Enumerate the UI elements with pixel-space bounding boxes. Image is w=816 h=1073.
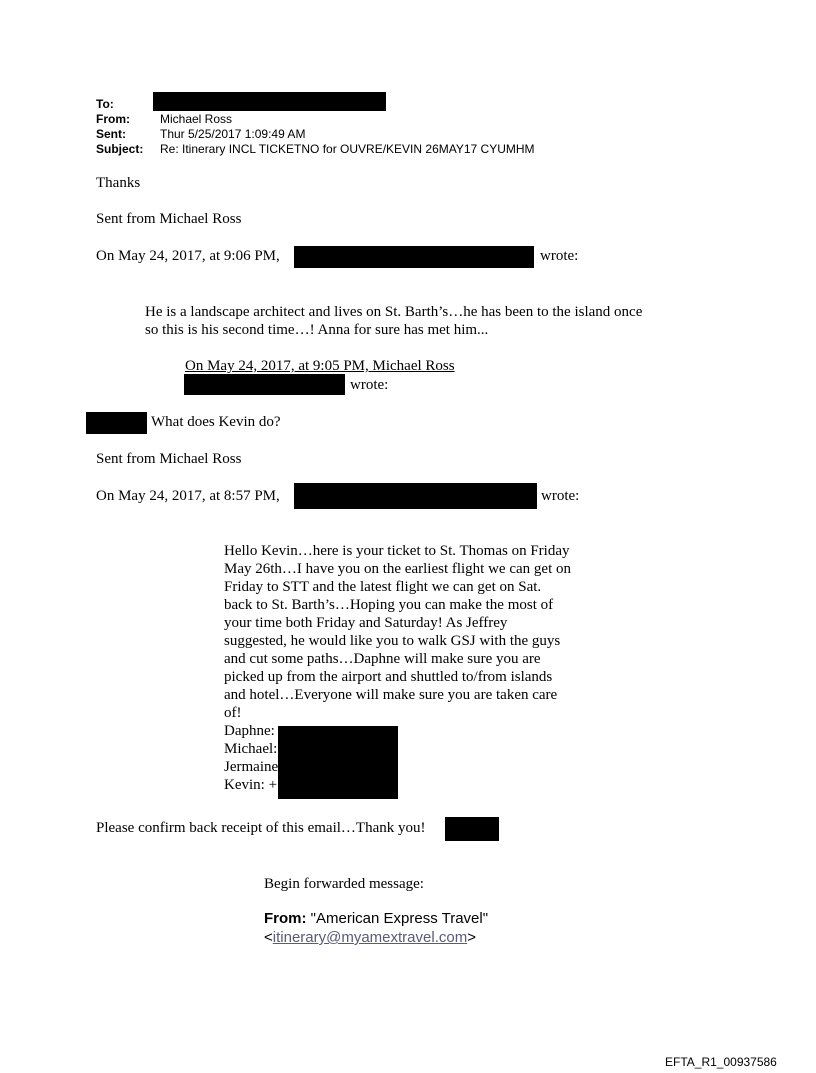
forwarded-email-link[interactable]: itinerary@myamextravel.com bbox=[272, 929, 468, 946]
message-line: back to St. Barth’s…Hoping you can make the most of bbox=[224, 597, 554, 613]
thanks-text: Thanks bbox=[96, 175, 141, 191]
contact-michael: Michael: bbox=[224, 741, 278, 757]
subject-label: Subject: bbox=[96, 142, 144, 156]
signature-1: Sent from Michael Ross bbox=[96, 211, 242, 227]
message-line: and cut some paths…Daphne will make sure you are bbox=[224, 651, 541, 667]
to-label: To: bbox=[96, 97, 114, 111]
message-line: picked up from the airport and shuttled to/from islands bbox=[224, 669, 553, 685]
from-value: Michael Ross bbox=[160, 112, 233, 126]
forwarded-begin: Begin forwarded message: bbox=[264, 876, 424, 892]
email-bracket-open: < bbox=[264, 929, 273, 946]
email-bracket-close: > bbox=[467, 929, 476, 946]
subject-value: Re: Itinerary INCL TICKETNO for OUVRE/KEVIN 26MAY17 CYUMHM bbox=[160, 142, 535, 156]
forwarded-from-label: From: bbox=[264, 910, 307, 927]
quote-1-line-1: He is a landscape architect and lives on St. Barth’s…he has been to the island once bbox=[145, 304, 643, 320]
attribution-2-suffix: wrote: bbox=[541, 488, 580, 504]
from-label: From: bbox=[96, 112, 130, 126]
redaction-signoff bbox=[445, 817, 499, 841]
quote-2-attribution-suffix: wrote: bbox=[350, 377, 389, 393]
message-line: suggested, he would like you to walk GSJ with the guys bbox=[224, 633, 561, 649]
document-id: EFTA_R1_00937586 bbox=[665, 1055, 777, 1069]
sent-label: Sent: bbox=[96, 127, 126, 141]
confirm-text: Please confirm back receipt of this email…Thank you! bbox=[96, 820, 426, 836]
redaction-sender-3 bbox=[294, 483, 537, 509]
forwarded-from-name: "American Express Travel" bbox=[310, 910, 489, 927]
contact-kevin: Kevin: + bbox=[224, 777, 278, 793]
signature-2: Sent from Michael Ross bbox=[96, 451, 242, 467]
redaction-sender-1 bbox=[294, 246, 534, 268]
question-text: What does Kevin do? bbox=[151, 414, 281, 430]
message-line: and hotel…Everyone will make sure you are taken care bbox=[224, 687, 558, 703]
attribution-1-prefix: On May 24, 2017, at 9:06 PM, bbox=[96, 248, 280, 264]
message-line: your time both Friday and Saturday! As Jeffrey bbox=[224, 615, 508, 631]
redaction-sender-2 bbox=[184, 374, 345, 395]
message-line: Friday to STT and the latest flight we can get on Sat. bbox=[224, 579, 542, 595]
redaction-to bbox=[153, 92, 386, 111]
contact-daphne: Daphne: bbox=[224, 723, 275, 739]
contact-jermaine: Jermaine bbox=[224, 759, 279, 775]
redaction-greeting bbox=[86, 412, 147, 434]
redaction-contacts bbox=[278, 726, 398, 799]
quote-2-attribution-line-1: On May 24, 2017, at 9:05 PM, Michael Ross bbox=[185, 358, 455, 374]
message-line: May 26th…I have you on the earliest flight we can get on bbox=[224, 561, 571, 577]
message-line: Hello Kevin…here is your ticket to St. Thomas on Friday bbox=[224, 543, 570, 559]
forwarded-from-line bbox=[264, 910, 488, 928]
attribution-2-prefix: On May 24, 2017, at 8:57 PM, bbox=[96, 488, 280, 504]
sent-value: Thur 5/25/2017 1:09:49 AM bbox=[160, 127, 306, 141]
attribution-1-suffix: wrote: bbox=[540, 248, 579, 264]
message-line: of! bbox=[224, 705, 242, 721]
forwarded-email-line bbox=[264, 929, 476, 947]
quote-1-line-2: so this is his second time…! Anna for sure has met him... bbox=[145, 322, 489, 338]
